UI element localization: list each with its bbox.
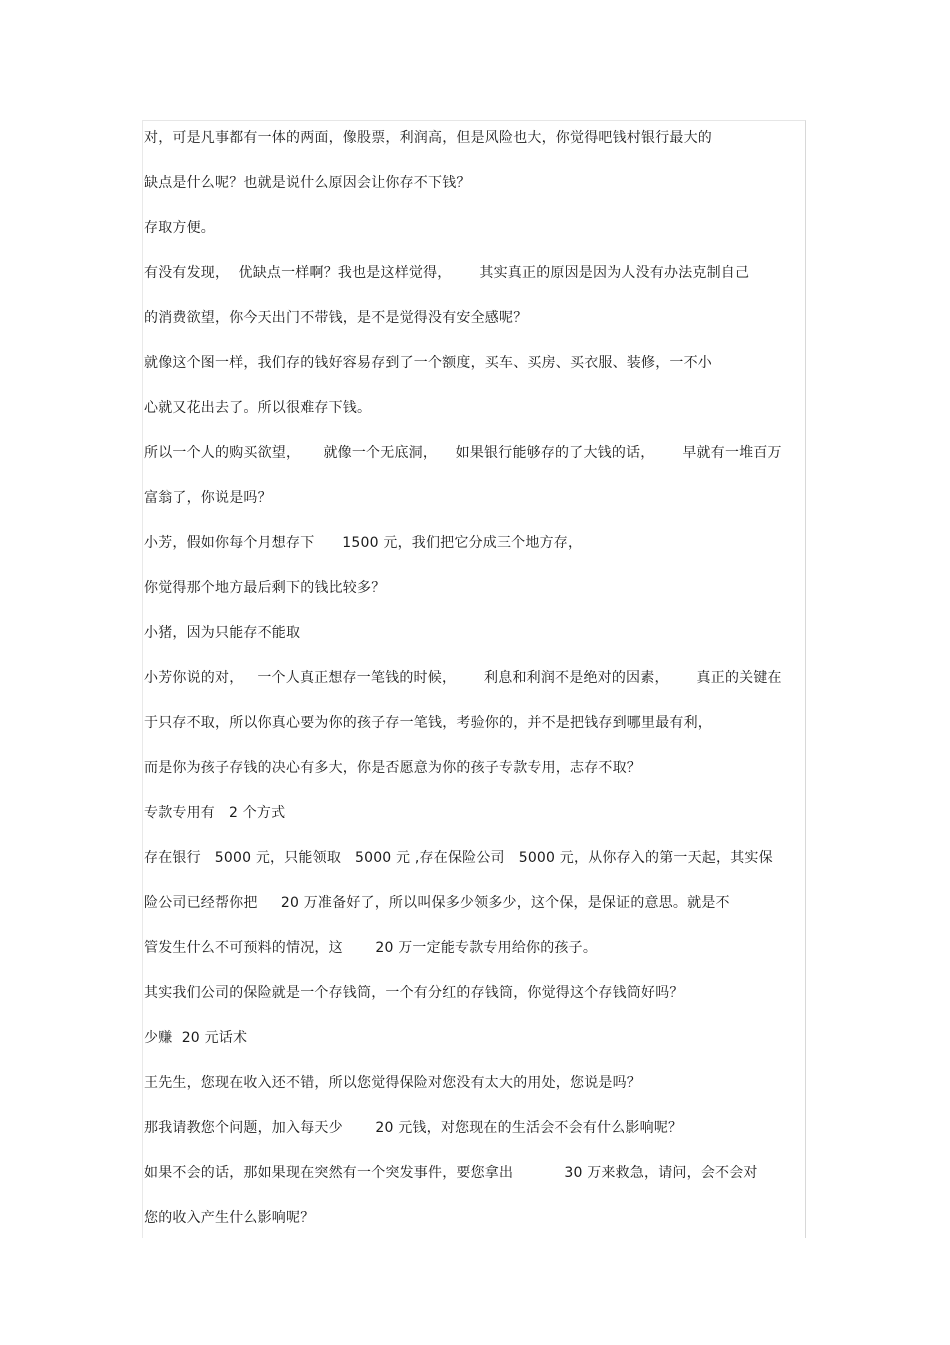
text-line: 你觉得那个地方最后剩下的钱比较多？ bbox=[144, 580, 386, 596]
text-line: 小芳，假如你每个月想存下 1500 元，我们把它分成三个地方存， bbox=[144, 535, 583, 551]
text-line: 您的收入产生什么影响呢？ bbox=[144, 1210, 315, 1226]
text-line: 小芳你说的对， 一个人真正想存一笔钱的时候， 利息和利润不是绝对的因素， 真正的关键在 bbox=[144, 670, 782, 686]
text-line: 的消费欲望，你今天出门不带钱，是不是觉得没有安全感呢？ bbox=[144, 310, 528, 326]
text-line: 小猪，因为只能存不能取 bbox=[144, 625, 301, 641]
text-line: 于只存不取，所以你真心要为你的孩子存一笔钱，考验你的，并不是把钱存到哪里最有利， bbox=[144, 715, 712, 731]
section-heading: 少赚 20 元话术 bbox=[144, 1030, 248, 1046]
text-line: 王先生，您现在收入还不错，所以您觉得保险对您没有太大的用处，您说是吗？ bbox=[144, 1075, 641, 1091]
text-line: 存取方便。 bbox=[144, 220, 215, 236]
text-line: 有没有发现， 优缺点一样啊？我也是这样觉得， 其实真正的原因是因为人没有办法克制自己 bbox=[144, 265, 750, 281]
text-line: 存在银行 5000 元，只能领取 5000 元 ,存在保险公司 5000 元，从你存入的第一天起，其实保 bbox=[144, 850, 773, 866]
text-line: 对，可是凡事都有一体的两面，像股票，利润高，但是风险也大，你觉得吧钱村银行最大的 bbox=[144, 130, 712, 146]
text-line: 其实我们公司的保险就是一个存钱筒，一个有分红的存钱筒，你觉得这个存钱筒好吗？ bbox=[144, 985, 684, 1001]
text-line: 所以一个人的购买欲望， 就像一个无底洞， 如果银行能够存的了大钱的话， 早就有一堆百万 bbox=[144, 445, 782, 461]
text-line: 缺点是什么呢？也就是说什么原因会让你存不下钱？ bbox=[144, 175, 471, 191]
text-line: 心就又花出去了。所以很难存下钱。 bbox=[144, 400, 372, 416]
text-line: 而是你为孩子存钱的决心有多大，你是否愿意为你的孩子专款专用，志存不取？ bbox=[144, 760, 641, 776]
text-line: 那我请教您个问题，加入每天少 20 元钱，对您现在的生活会不会有什么影响呢？ bbox=[144, 1120, 683, 1136]
text-line: 就像这个图一样，我们存的钱好容易存到了一个额度，买车、买房、买衣服、装修，一不小 bbox=[144, 355, 712, 371]
text-line: 险公司已经帮你把 20 万准备好了，所以叫保多少领多少，这个保，是保证的意思。就是不 bbox=[144, 895, 730, 911]
text-line: 管发生什么不可预料的情况，这 20 万一定能专款专用给你的孩子。 bbox=[144, 940, 598, 956]
text-line: 富翁了，你说是吗？ bbox=[144, 490, 272, 506]
section-heading: 专款专用有 2 个方式 bbox=[144, 805, 286, 821]
text-line: 如果不会的话，那如果现在突然有一个突发事件，要您拿出 30 万来救急，请问，会不会对 bbox=[144, 1165, 758, 1181]
document-body bbox=[144, 125, 804, 1250]
